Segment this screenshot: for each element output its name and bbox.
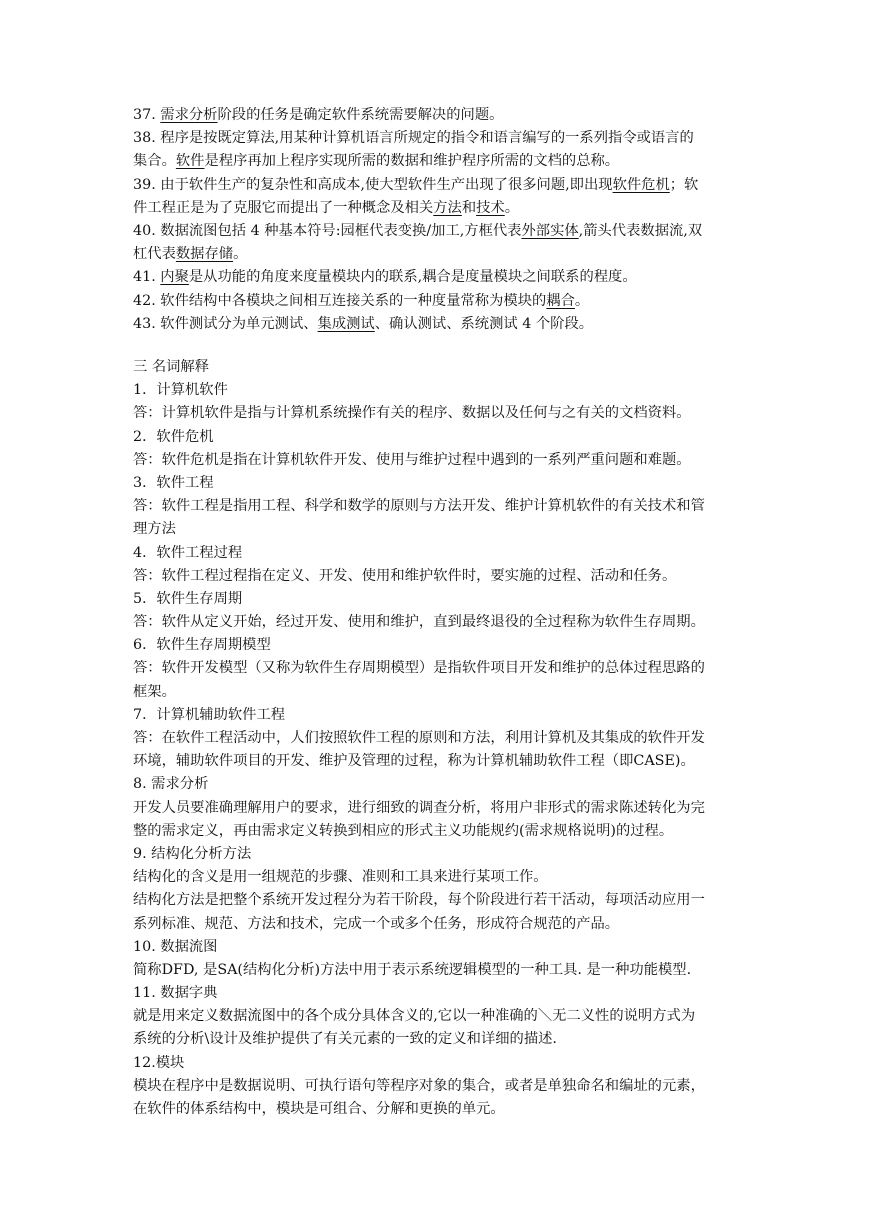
text-line	[133, 174, 741, 197]
definition-text: 整的需求定义，再由需求定义转换到相应的形式主义功能规约(需求规格说明)的过程。	[133, 822, 674, 839]
fill-in-item	[133, 220, 741, 266]
definition-text: 答：软件从定义开始，经过开发、使用和维护，直到最终退役的全过程称为软件生存周期。	[133, 614, 705, 631]
fill-in-item	[133, 313, 741, 336]
term-heading: 1．计算机软件	[133, 382, 228, 399]
text-segment: 和	[461, 199, 477, 216]
definition-text: 系列标准、规范、方法和技术，完成一个或多个任务，形成符合规范的产品。	[133, 915, 620, 932]
text-segment: 39. 由于软件生产的复杂性和高成本,使大型软件生产出现了很多问题,即出现	[133, 176, 613, 193]
definition-text: 答：软件工程是指用工程、科学和数学的原则与方法开发、维护计算机软件的有关技术和管	[133, 498, 705, 515]
definition-text: 在软件的体系结构中，模块是可组合、分解和更换的单元。	[133, 1101, 505, 1117]
text-segment: 。	[233, 246, 248, 263]
term-heading: 9. 结构化分析方法	[133, 845, 252, 862]
underlined-answer: 数据存储	[175, 246, 234, 263]
definition-text: 结构化方法是把整个系统开发过程分为若干阶段，每个阶段进行若干活动，每项活动应用一	[133, 892, 705, 909]
definition-text: 答：软件危机是指在计算机软件开发、使用与维护过程中遇到的一系列严重问题和难题。	[133, 451, 691, 468]
term-heading: 12.模块	[133, 1054, 185, 1071]
text-line	[133, 127, 741, 150]
text-segment: 37.	[133, 107, 161, 123]
fill-in-item	[133, 127, 741, 173]
text-segment: 阶段的任务是确定软件系统需要解决的问题。	[217, 107, 504, 123]
text-line	[133, 313, 741, 336]
fill-in-answers	[133, 104, 741, 336]
term-heading: 10. 数据流图	[133, 938, 218, 955]
definition-text: 系统的分析\设计及维护提供了有关元素的一致的定义和详细的描述.	[133, 1031, 557, 1048]
text-segment: 43. 软件测试分为单元测试、	[133, 315, 318, 332]
text-line	[133, 290, 741, 313]
definition-list	[133, 379, 741, 1121]
definition-text: 答：计算机软件是指与计算机系统操作有关的程序、数据以及任何与之有关的文档资料。	[133, 405, 691, 422]
underlined-answer: 软件危机	[612, 176, 670, 193]
term-heading: 3．软件工程	[133, 474, 214, 491]
definition-text: 理方法	[133, 521, 176, 538]
underlined-answer: 软件	[175, 153, 205, 170]
definition-text: 答：在软件工程活动中，人们按照软件工程的原则和方法，利用计算机及其集成的软件开发	[133, 730, 705, 746]
definition-text: 环境，辅助软件项目的开发、维护及管理的过程，称为计算机辅助软件工程（即CASE)。	[133, 753, 695, 770]
definition-text: 答：软件开发模型（又称为软件生存周期模型）是指软件项目开发和维护的总体过程思路的	[133, 660, 705, 677]
text-segment: ,箭头代表数据流,双	[578, 222, 703, 239]
text-segment: 。	[574, 292, 590, 309]
definition-text: 模块在程序中是数据说明、可执行语句等程序对象的集合，或者是单独命名和编址的元素，	[133, 1077, 705, 1094]
fill-in-item	[133, 174, 741, 220]
definition-text: 简称DFD, 是SA(结构化分析)方法中用于表示系统逻辑模型的一种工具. 是一种功能模型.	[133, 961, 692, 978]
term-heading: 11. 数据字典	[133, 985, 218, 1002]
text-segment: 集合。	[133, 153, 176, 170]
text-segment: 42. 软件结构中各模块之间相互连接关系的一种度量常称为模块的	[133, 292, 547, 309]
text-segment: 38. 程序是按既定算法,用某种计算机语言所规定的指令和语言编写的一系列指令或语言的	[133, 130, 694, 147]
fill-in-item	[133, 290, 741, 313]
definition-text: 框架。	[133, 683, 176, 700]
text-segment: 。	[504, 199, 520, 216]
definition-text: 开发人员要准确理解用户的要求，进行细致的调查分析，将用户非形式的需求陈述转化为完	[133, 799, 705, 816]
text-segment: ；软	[669, 176, 699, 193]
text-segment: 40. 数据流图包括 4 种基本符号:园框代表变换/加工,方框代表	[133, 222, 522, 239]
underlined-answer: 方法	[433, 199, 462, 216]
term-heading: 4．软件工程过程	[133, 544, 243, 561]
term-definitions	[133, 356, 741, 1121]
definition-text: 就是用来定义数据流图中的各个成分具体含义的,它以一种准确的＼无二义性的说明方式为	[133, 1008, 696, 1025]
text-segment: 杠代表	[133, 246, 176, 263]
underlined-answer: 技术	[476, 199, 505, 216]
underlined-answer: 外部实体	[521, 222, 579, 239]
section-title: 三 名词解释	[133, 359, 210, 375]
text-line	[133, 220, 741, 243]
underlined-answer: 内聚	[160, 269, 189, 286]
text-line	[133, 197, 741, 220]
term-heading: 5．软件生存周期	[133, 590, 243, 607]
text-segment: 是程序再加上程序实现所需的数据和维护程序所需的文档的总称。	[204, 153, 620, 170]
text-segment: 、确认测试、系统测试 4 个阶段。	[374, 315, 594, 332]
text-line	[133, 243, 741, 266]
term-heading: 7．计算机辅助软件工程	[133, 706, 286, 723]
text-segment: 件工程正是为了克服它而提出了一种概念及相关	[133, 199, 434, 216]
text-line	[133, 104, 741, 127]
text-line	[133, 266, 741, 289]
underlined-answer: 耦合	[546, 292, 575, 309]
fill-in-item	[133, 104, 741, 127]
definition-text: 答：软件工程过程指在定义、开发、使用和维护软件时，要实施的过程、活动和任务。	[133, 567, 677, 584]
underlined-answer: 需求分析	[160, 107, 218, 123]
fill-in-item	[133, 266, 741, 289]
text-segment: 41.	[133, 269, 161, 286]
underlined-answer: 集成测试	[317, 315, 375, 332]
definition-text: 结构化的含义是用一组规范的步骤、准则和工具来进行某项工作。	[133, 869, 548, 886]
text-segment: 是从功能的角度来度量模块内的联系,耦合是度量模块之间联系的程度。	[188, 269, 637, 286]
term-heading: 2．软件危机	[133, 428, 214, 445]
text-line	[133, 150, 741, 173]
term-heading: 6．软件生存周期模型	[133, 637, 271, 654]
term-heading: 8. 需求分析	[133, 776, 209, 793]
